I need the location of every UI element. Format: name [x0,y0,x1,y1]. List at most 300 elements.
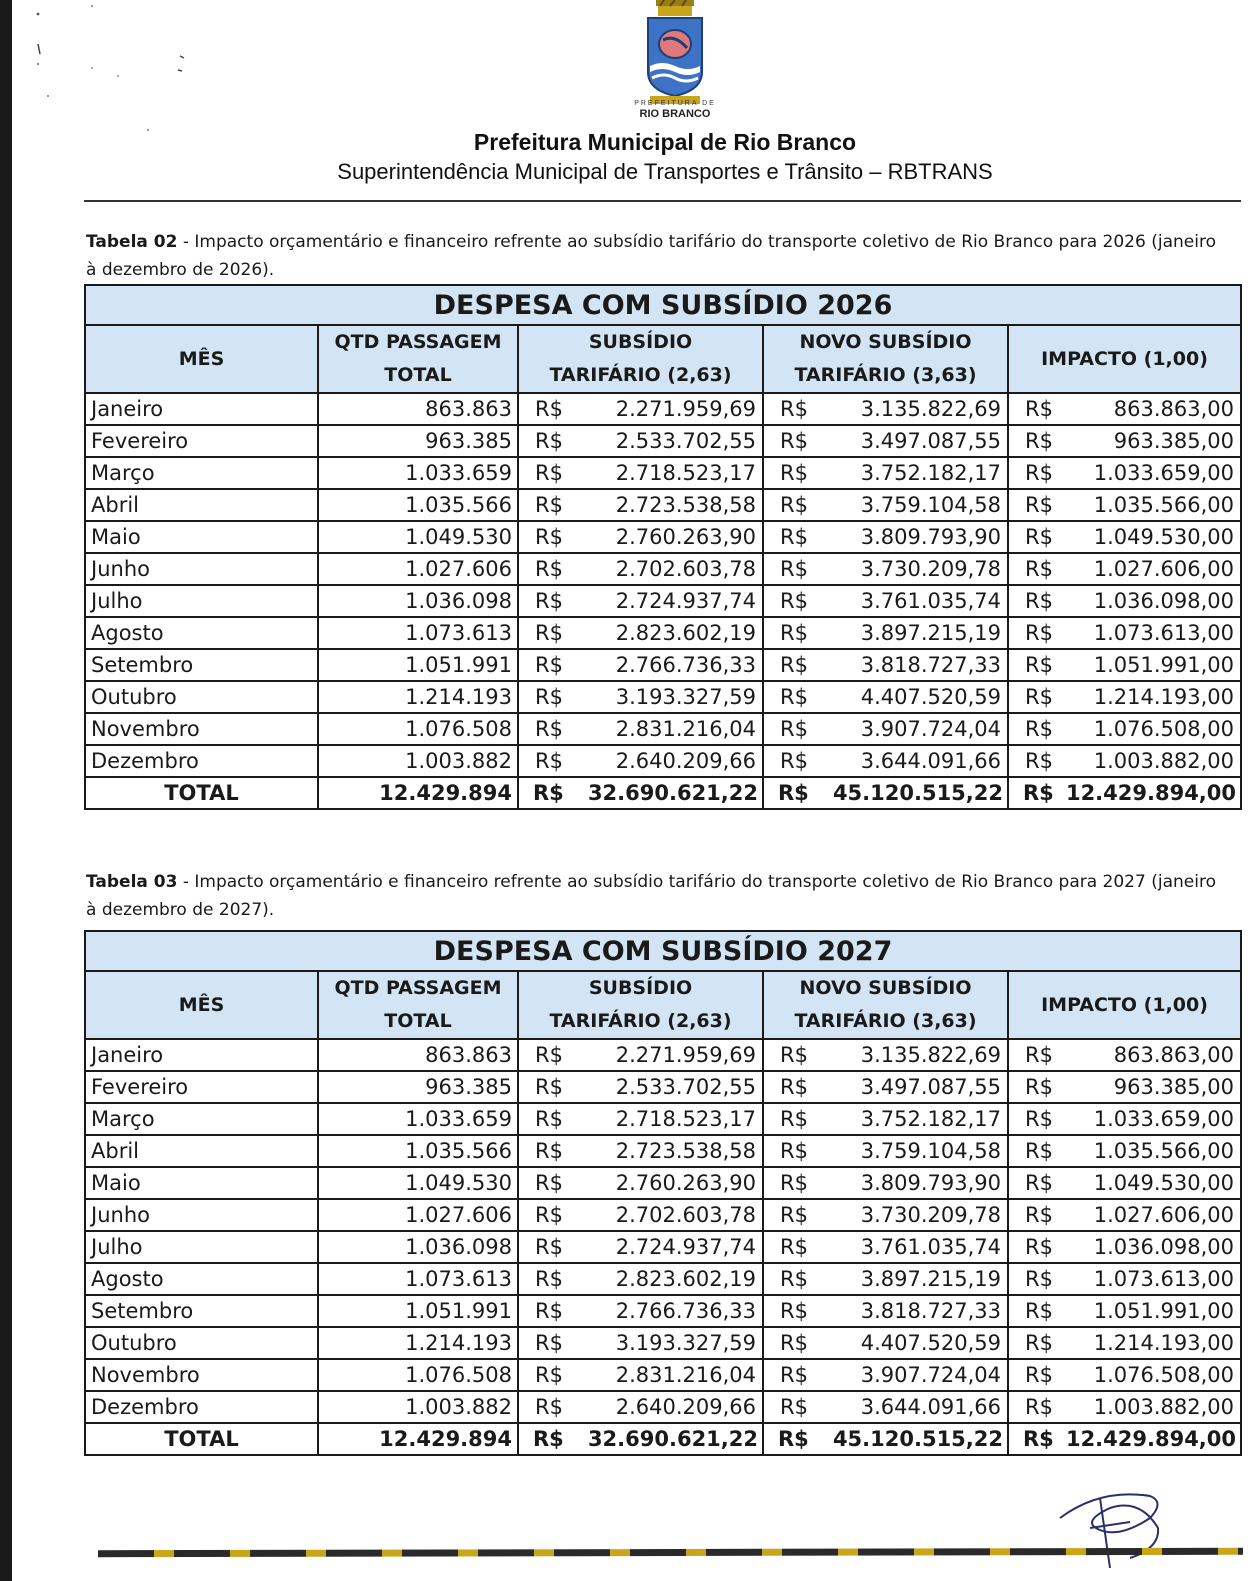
currency-symbol: R$ [1023,781,1054,805]
novo-subsidio-cell [763,1103,1008,1135]
qtd-passagem-cell: 1.035.566 [318,489,518,521]
impacto-cell [1008,489,1241,521]
currency-symbol: R$ [535,1171,563,1195]
impacto-cell [1008,1327,1241,1359]
currency-symbol: R$ [780,1171,808,1195]
impacto-cell-value: 1.033.659,00 [1093,461,1235,485]
subsidio-cell [518,1199,763,1231]
novo-subsidio-cell-value: 3.818.727,33 [860,1299,1001,1323]
currency-symbol: R$ [535,397,563,421]
novo-subsidio-cell [763,1359,1008,1391]
qtd-passagem-cell: 1.073.613 [318,1263,518,1295]
impacto-cell [1008,1359,1241,1391]
col-header-qtd-line2: TOTAL [384,364,452,386]
table-row [85,425,1241,457]
subsidio-cell-value: 2.533.702,55 [615,1075,756,1099]
impacto-cell [1008,1039,1241,1071]
currency-symbol: R$ [1025,685,1053,709]
currency-symbol: R$ [535,653,563,677]
currency-symbol: R$ [1025,1043,1053,1067]
subsidio-cell [518,1071,763,1103]
month-cell: Abril [85,1135,318,1167]
subsidio-cell [518,1327,763,1359]
qtd-passagem-cell: 1.049.530 [318,521,518,553]
currency-symbol: R$ [1025,461,1053,485]
currency-symbol: R$ [1023,1427,1054,1451]
subsidio-cell-value: 2.702.603,78 [615,1203,756,1227]
currency-symbol: R$ [535,749,563,773]
novo-subsidio-cell [763,1327,1008,1359]
subsidio-cell [518,745,763,777]
impacto-cell-value: 1.214.193,00 [1093,685,1235,709]
impacto-cell-value: 12.429.894,00 [1065,1427,1237,1451]
currency-symbol: R$ [1025,749,1053,773]
table02-caption-text: - Impacto orçamentário e financeiro refrente ao subsídio tarifário do transporte coletivo de Rio Branco para 2026 (janeiro à dezembro de 2026). [86,232,1216,280]
qtd-passagem-cell: 1.036.098 [318,585,518,617]
page-title: Prefeitura Municipal de Rio Branco [473,129,857,155]
novo-subsidio-cell-value: 3.897.215,19 [860,1267,1001,1291]
novo-subsidio-cell-value: 3.644.091,66 [860,1395,1001,1419]
table02-caption-label: Tabela 02 [86,232,178,252]
currency-symbol: R$ [778,781,809,805]
currency-symbol: R$ [1025,1139,1053,1163]
currency-symbol: R$ [1025,1331,1053,1355]
table03-caption [86,868,1226,924]
currency-symbol: R$ [1025,493,1053,517]
subsidio-cell-value: 2.533.702,55 [615,429,756,453]
currency-symbol: R$ [535,1043,563,1067]
subsidio-cell [518,1103,763,1135]
table-row [85,489,1241,521]
currency-symbol: R$ [780,525,808,549]
col-header-qtd-passagem [318,325,518,393]
novo-subsidio-cell-value: 3.752.182,17 [860,461,1001,485]
table-row [85,585,1241,617]
novo-subsidio-cell [763,649,1008,681]
subsidio-cell-value: 2.831.216,04 [615,717,756,741]
table-row [85,681,1241,713]
month-cell: Maio [85,1167,318,1199]
novo-subsidio-cell [763,553,1008,585]
qtd-passagem-cell: 12.429.894 [318,777,518,809]
currency-symbol: R$ [780,397,808,421]
qtd-passagem-cell: 863.863 [318,393,518,425]
impacto-cell-value: 1.073.613,00 [1093,621,1235,645]
table-row [85,457,1241,489]
novo-subsidio-cell-value: 45.120.515,22 [832,781,1003,805]
currency-symbol: R$ [535,1299,563,1323]
header-divider [84,200,1241,202]
qtd-passagem-cell: 1.214.193 [318,681,518,713]
table02-title: DESPESA COM SUBSÍDIO 2026 [85,285,1241,325]
novo-subsidio-cell-value: 3.759.104,58 [860,1139,1001,1163]
novo-subsidio-cell [763,1391,1008,1423]
subsidio-cell-value: 2.766.736,33 [615,1299,756,1323]
subsidio-cell [518,553,763,585]
qtd-passagem-cell: 1.049.530 [318,1167,518,1199]
novo-subsidio-cell [763,457,1008,489]
scan-edge-shadow [0,0,12,1581]
currency-symbol: R$ [1025,429,1053,453]
month-cell: Agosto [85,1263,318,1295]
impacto-cell [1008,1103,1241,1135]
currency-symbol: R$ [780,1363,808,1387]
qtd-passagem-cell: 1.003.882 [318,1391,518,1423]
currency-symbol: R$ [1025,397,1053,421]
currency-symbol: R$ [780,1299,808,1323]
month-cell: Janeiro [85,1039,318,1071]
currency-symbol: R$ [1025,1203,1053,1227]
impacto-cell-value: 1.027.606,00 [1093,557,1235,581]
qtd-passagem-cell: 1.027.606 [318,1199,518,1231]
qtd-passagem-cell: 1.036.098 [318,1231,518,1263]
table-row [85,553,1241,585]
table-row [85,1263,1241,1295]
subsidio-cell [518,521,763,553]
subsidio-cell [518,1135,763,1167]
table02-caption [86,228,1226,284]
currency-symbol: R$ [780,685,808,709]
currency-symbol: R$ [1025,1171,1053,1195]
impacto-cell [1008,617,1241,649]
novo-subsidio-cell [763,489,1008,521]
col-header-novo-line2: TARIFÁRIO (3,63) [794,1010,977,1032]
impacto-cell [1008,585,1241,617]
novo-subsidio-cell [763,585,1008,617]
subsidio-cell-value: 2.760.263,90 [615,525,756,549]
table-row [85,745,1241,777]
impacto-cell [1008,521,1241,553]
col-header-qtd-line2: TOTAL [384,1010,452,1032]
impacto-cell [1008,1263,1241,1295]
currency-symbol: R$ [780,1075,808,1099]
col-header-novo-line1: NOVO SUBSÍDIO [799,977,972,999]
month-cell: Junho [85,1199,318,1231]
month-cell: Agosto [85,617,318,649]
currency-symbol: R$ [1025,1107,1053,1131]
currency-symbol: R$ [1025,1267,1053,1291]
novo-subsidio-cell [763,521,1008,553]
page-subtitle: Superintendência Municipal de Transportes e Trânsito – RBTRANS [337,159,993,184]
novo-subsidio-cell-value: 3.730.209,78 [860,1203,1001,1227]
novo-subsidio-cell-value: 3.907.724,04 [860,717,1001,741]
currency-symbol: R$ [535,717,563,741]
currency-symbol: R$ [535,1107,563,1131]
subsidio-cell [518,713,763,745]
currency-symbol: R$ [780,1331,808,1355]
month-cell: Julho [85,585,318,617]
impacto-cell [1008,1231,1241,1263]
novo-subsidio-cell-value: 3.644.091,66 [860,749,1001,773]
qtd-passagem-cell: 1.033.659 [318,457,518,489]
currency-symbol: R$ [535,621,563,645]
currency-symbol: R$ [1025,589,1053,613]
table-row [85,1231,1241,1263]
currency-symbol: R$ [535,493,563,517]
col-header-novo-line2: TARIFÁRIO (3,63) [794,364,977,386]
currency-symbol: R$ [780,653,808,677]
impacto-cell [1008,393,1241,425]
currency-symbol: R$ [1025,717,1053,741]
currency-symbol: R$ [535,1331,563,1355]
currency-symbol: R$ [535,1267,563,1291]
impacto-cell [1008,1295,1241,1327]
currency-symbol: R$ [780,717,808,741]
impacto-cell [1008,1135,1241,1167]
subsidio-cell [518,1359,763,1391]
impacto-cell [1008,1391,1241,1423]
qtd-passagem-cell: 963.385 [318,1071,518,1103]
subsidio-cell-value: 2.271.959,69 [615,397,756,421]
subsidio-cell-value: 2.640.209,66 [615,1395,756,1419]
impacto-cell-value: 1.027.606,00 [1093,1203,1235,1227]
month-cell: Fevereiro [85,425,318,457]
currency-symbol: R$ [1025,1395,1053,1419]
month-cell: Janeiro [85,393,318,425]
currency-symbol: R$ [535,1139,563,1163]
impacto-cell [1008,777,1241,809]
subsidio-cell [518,585,763,617]
month-cell: Abril [85,489,318,521]
col-header-qtd-passagem [318,971,518,1039]
qtd-passagem-cell: 1.027.606 [318,553,518,585]
impacto-cell [1008,745,1241,777]
currency-symbol: R$ [535,1203,563,1227]
currency-symbol: R$ [780,557,808,581]
qtd-passagem-cell: 863.863 [318,1039,518,1071]
subsidio-cell-value: 2.640.209,66 [615,749,756,773]
table03-title: DESPESA COM SUBSÍDIO 2027 [85,931,1241,971]
impacto-cell-value: 1.214.193,00 [1093,1331,1235,1355]
currency-symbol: R$ [535,525,563,549]
col-header-impacto: IMPACTO (1,00) [1008,325,1241,393]
table-row [85,1135,1241,1167]
impacto-cell-value: 1.035.566,00 [1093,493,1235,517]
currency-symbol: R$ [1025,1075,1053,1099]
impacto-cell-value: 963.385,00 [1113,1075,1235,1099]
subsidio-cell [518,425,763,457]
table02-despesa-2026 [84,284,1242,810]
month-cell: Dezembro [85,1391,318,1423]
novo-subsidio-cell-value: 3.897.215,19 [860,621,1001,645]
impacto-cell [1008,681,1241,713]
novo-subsidio-cell-value: 3.759.104,58 [860,493,1001,517]
qtd-passagem-cell: 1.051.991 [318,649,518,681]
subsidio-cell-value: 2.724.937,74 [615,589,756,613]
table-row [85,1167,1241,1199]
currency-symbol: R$ [535,1075,563,1099]
currency-symbol: R$ [780,621,808,645]
subsidio-cell-value: 2.831.216,04 [615,1363,756,1387]
table-row [85,1359,1241,1391]
col-header-novo-line1: NOVO SUBSÍDIO [799,331,972,353]
col-header-novo-subsidio [763,971,1008,1039]
novo-subsidio-cell [763,713,1008,745]
impacto-cell-value: 1.051.991,00 [1093,1299,1235,1323]
currency-symbol: R$ [1025,621,1053,645]
col-header-subsidio-line1: SUBSÍDIO [588,977,693,999]
table-row [85,1039,1241,1071]
table-row [85,393,1241,425]
impacto-cell-value: 1.003.882,00 [1093,749,1235,773]
currency-symbol: R$ [780,461,808,485]
month-cell: Dezembro [85,745,318,777]
novo-subsidio-cell-value: 4.407.520,59 [860,1331,1001,1355]
subsidio-cell-value: 3.193.327,59 [615,685,756,709]
novo-subsidio-cell [763,1295,1008,1327]
subsidio-cell [518,1167,763,1199]
impacto-cell-value: 1.073.613,00 [1093,1267,1235,1291]
novo-subsidio-cell [763,1423,1008,1455]
col-header-qtd-line1: QTD PASSAGEM [334,977,502,999]
qtd-passagem-cell: 1.214.193 [318,1327,518,1359]
qtd-passagem-cell: 1.033.659 [318,1103,518,1135]
novo-subsidio-cell [763,425,1008,457]
handwritten-signature [1040,1478,1180,1578]
impacto-cell-value: 12.429.894,00 [1065,781,1237,805]
currency-symbol: R$ [535,589,563,613]
qtd-passagem-cell: 12.429.894 [318,1423,518,1455]
subsidio-cell [518,393,763,425]
subsidio-cell-value: 2.723.538,58 [615,1139,756,1163]
currency-symbol: R$ [780,429,808,453]
currency-symbol: R$ [1025,557,1053,581]
currency-symbol: R$ [1025,653,1053,677]
impacto-cell [1008,649,1241,681]
crest-caption-small: PREFEITURA DE [634,100,716,107]
subsidio-cell-value: 2.723.538,58 [615,493,756,517]
table-row [85,1327,1241,1359]
novo-subsidio-cell-value: 3.761.035,74 [860,1235,1001,1259]
novo-subsidio-cell [763,745,1008,777]
currency-symbol: R$ [780,1043,808,1067]
currency-symbol: R$ [1025,1299,1053,1323]
subsidio-cell [518,681,763,713]
currency-symbol: R$ [1025,1363,1053,1387]
subsidio-cell [518,457,763,489]
impacto-cell [1008,1071,1241,1103]
subsidio-cell-value: 2.766.736,33 [615,653,756,677]
subsidio-cell-value: 2.823.602,19 [615,1267,756,1291]
currency-symbol: R$ [780,1395,808,1419]
col-header-subsidio-line2: TARIFÁRIO (2,63) [549,1010,732,1032]
currency-symbol: R$ [780,1107,808,1131]
currency-symbol: R$ [780,749,808,773]
impacto-cell [1008,425,1241,457]
subsidio-cell [518,1231,763,1263]
impacto-cell [1008,713,1241,745]
currency-symbol: R$ [780,1267,808,1291]
subsidio-cell [518,1423,763,1455]
novo-subsidio-cell-value: 3.809.793,90 [860,1171,1001,1195]
impacto-cell-value: 1.033.659,00 [1093,1107,1235,1131]
novo-subsidio-cell-value: 3.818.727,33 [860,653,1001,677]
impacto-cell-value: 863.863,00 [1113,397,1235,421]
novo-subsidio-cell-value: 3.497.087,55 [860,429,1001,453]
novo-subsidio-cell [763,681,1008,713]
currency-symbol: R$ [535,1235,563,1259]
currency-symbol: R$ [778,1427,809,1451]
month-cell: Março [85,1103,318,1135]
novo-subsidio-cell [763,1199,1008,1231]
novo-subsidio-cell [763,1135,1008,1167]
impacto-cell-value: 1.036.098,00 [1093,589,1235,613]
qtd-passagem-cell: 1.035.566 [318,1135,518,1167]
month-cell: Julho [85,1231,318,1263]
month-cell: Maio [85,521,318,553]
col-header-qtd-line1: QTD PASSAGEM [334,331,502,353]
currency-symbol: R$ [535,429,563,453]
subsidio-cell-value: 2.823.602,19 [615,621,756,645]
impacto-cell [1008,457,1241,489]
novo-subsidio-cell-value: 3.809.793,90 [860,525,1001,549]
subsidio-cell-value: 2.760.263,90 [615,1171,756,1195]
novo-subsidio-cell [763,1231,1008,1263]
subsidio-cell-value: 32.690.621,22 [587,1427,758,1451]
impacto-cell-value: 1.049.530,00 [1093,525,1235,549]
impacto-cell-value: 863.863,00 [1113,1043,1235,1067]
novo-subsidio-cell-value: 3.752.182,17 [860,1107,1001,1131]
month-cell: Junho [85,553,318,585]
col-header-subsidio [518,325,763,393]
qtd-passagem-cell: 1.051.991 [318,1295,518,1327]
currency-symbol: R$ [780,1139,808,1163]
novo-subsidio-cell [763,777,1008,809]
qtd-passagem-cell: 1.076.508 [318,1359,518,1391]
month-cell: Novembro [85,1359,318,1391]
col-header-subsidio [518,971,763,1039]
impacto-cell-value: 1.035.566,00 [1093,1139,1235,1163]
currency-symbol: R$ [780,1235,808,1259]
qtd-passagem-cell: 963.385 [318,425,518,457]
subsidio-cell-value: 2.702.603,78 [615,557,756,581]
subsidio-cell-value: 3.193.327,59 [615,1331,756,1355]
currency-symbol: R$ [780,493,808,517]
month-cell: TOTAL [85,1423,318,1455]
currency-symbol: R$ [533,781,564,805]
currency-symbol: R$ [533,1427,564,1451]
table-row [85,1199,1241,1231]
currency-symbol: R$ [535,685,563,709]
currency-symbol: R$ [535,461,563,485]
subsidio-cell [518,617,763,649]
impacto-cell [1008,1167,1241,1199]
subsidio-cell-value: 2.718.523,17 [615,1107,756,1131]
novo-subsidio-cell-value: 3.135.822,69 [860,397,1001,421]
table03-despesa-2027 [84,930,1242,1456]
month-cell: Setembro [85,649,318,681]
impacto-cell [1008,1423,1241,1455]
subsidio-cell [518,489,763,521]
novo-subsidio-cell-value: 3.761.035,74 [860,589,1001,613]
col-header-mes: MÊS [85,971,318,1039]
novo-subsidio-cell [763,1263,1008,1295]
novo-subsidio-cell-value: 3.730.209,78 [860,557,1001,581]
subsidio-cell [518,1039,763,1071]
currency-symbol: R$ [780,589,808,613]
currency-symbol: R$ [535,1395,563,1419]
month-cell: Outubro [85,681,318,713]
subsidio-cell [518,1391,763,1423]
table-row [85,713,1241,745]
novo-subsidio-cell-value: 3.497.087,55 [860,1075,1001,1099]
table-total-row [85,777,1241,809]
impacto-cell-value: 1.003.882,00 [1093,1395,1235,1419]
subsidio-cell-value: 2.271.959,69 [615,1043,756,1067]
month-cell: Fevereiro [85,1071,318,1103]
impacto-cell-value: 1.076.508,00 [1093,717,1235,741]
currency-symbol: R$ [1025,525,1053,549]
